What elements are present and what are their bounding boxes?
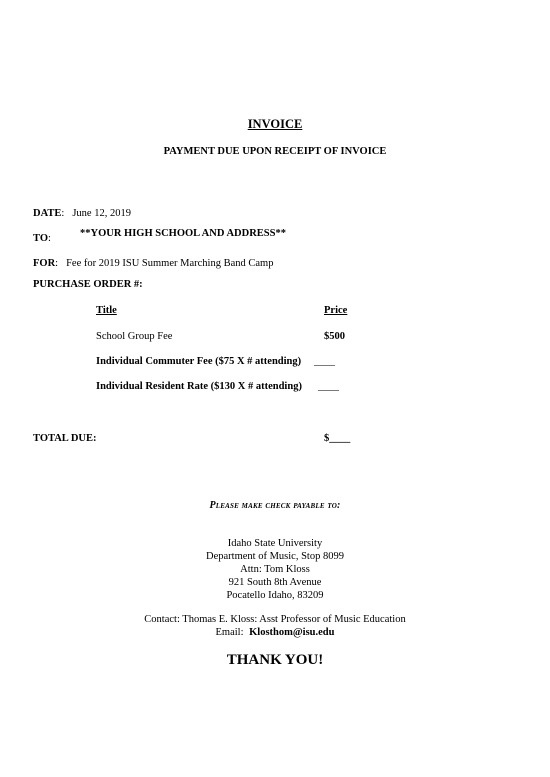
invoice-title: INVOICE: [247, 117, 303, 131]
payable-line: 921 South 8th Avenue: [228, 577, 322, 588]
date-value: June 12, 2019: [72, 208, 131, 219]
for-label: FOR: [33, 258, 56, 269]
table-row-price: ____: [314, 356, 335, 367]
date-colon: :: [61, 208, 65, 219]
for-value: Fee for 2019 ISU Summer Marching Band Camp: [66, 258, 274, 269]
to-value: **YOUR HIGH SCHOOL AND ADDRESS**: [80, 228, 286, 239]
for-row: [33, 253, 273, 271]
email-value[interactable]: Klosthom@isu.edu: [249, 627, 335, 638]
date-row: [33, 203, 131, 221]
payable-line: Pocatello Idaho, 83209: [226, 590, 324, 601]
table-row-title: Individual Resident Rate ($130 X # attending): [96, 381, 302, 392]
table-row-title: Individual Commuter Fee ($75 X # attending): [96, 356, 302, 367]
payable-line: Idaho State University: [227, 538, 323, 549]
payable-line: Department of Music, Stop 8099: [206, 551, 344, 562]
payable-heading: Please make check payable to:: [209, 500, 341, 511]
email-row: [0, 627, 550, 638]
total-due-value: $____: [324, 433, 351, 444]
table-row-title: School Group Fee: [96, 331, 173, 342]
for-colon: :: [55, 258, 59, 269]
total-due-label: TOTAL DUE:: [33, 433, 97, 444]
email-label: Email:: [215, 627, 244, 638]
to-colon: :: [47, 233, 51, 244]
to-label: TO: [33, 233, 48, 244]
invoice-subtitle: PAYMENT DUE UPON RECEIPT OF INVOICE: [163, 146, 387, 157]
column-title-header: Title: [96, 305, 117, 316]
column-price-header: Price: [324, 305, 348, 316]
contact-line: Contact: Thomas E. Kloss: Asst Professor of Music Education: [144, 614, 406, 625]
table-row-price: ____: [318, 381, 339, 392]
to-row: [33, 228, 51, 246]
purchase-order-label: PURCHASE ORDER #:: [33, 279, 143, 290]
payable-line: Attn: Tom Kloss: [240, 564, 310, 575]
thank-you: THANK YOU!: [226, 652, 324, 668]
date-label: DATE: [33, 208, 62, 219]
table-row-price: $500: [324, 331, 345, 342]
